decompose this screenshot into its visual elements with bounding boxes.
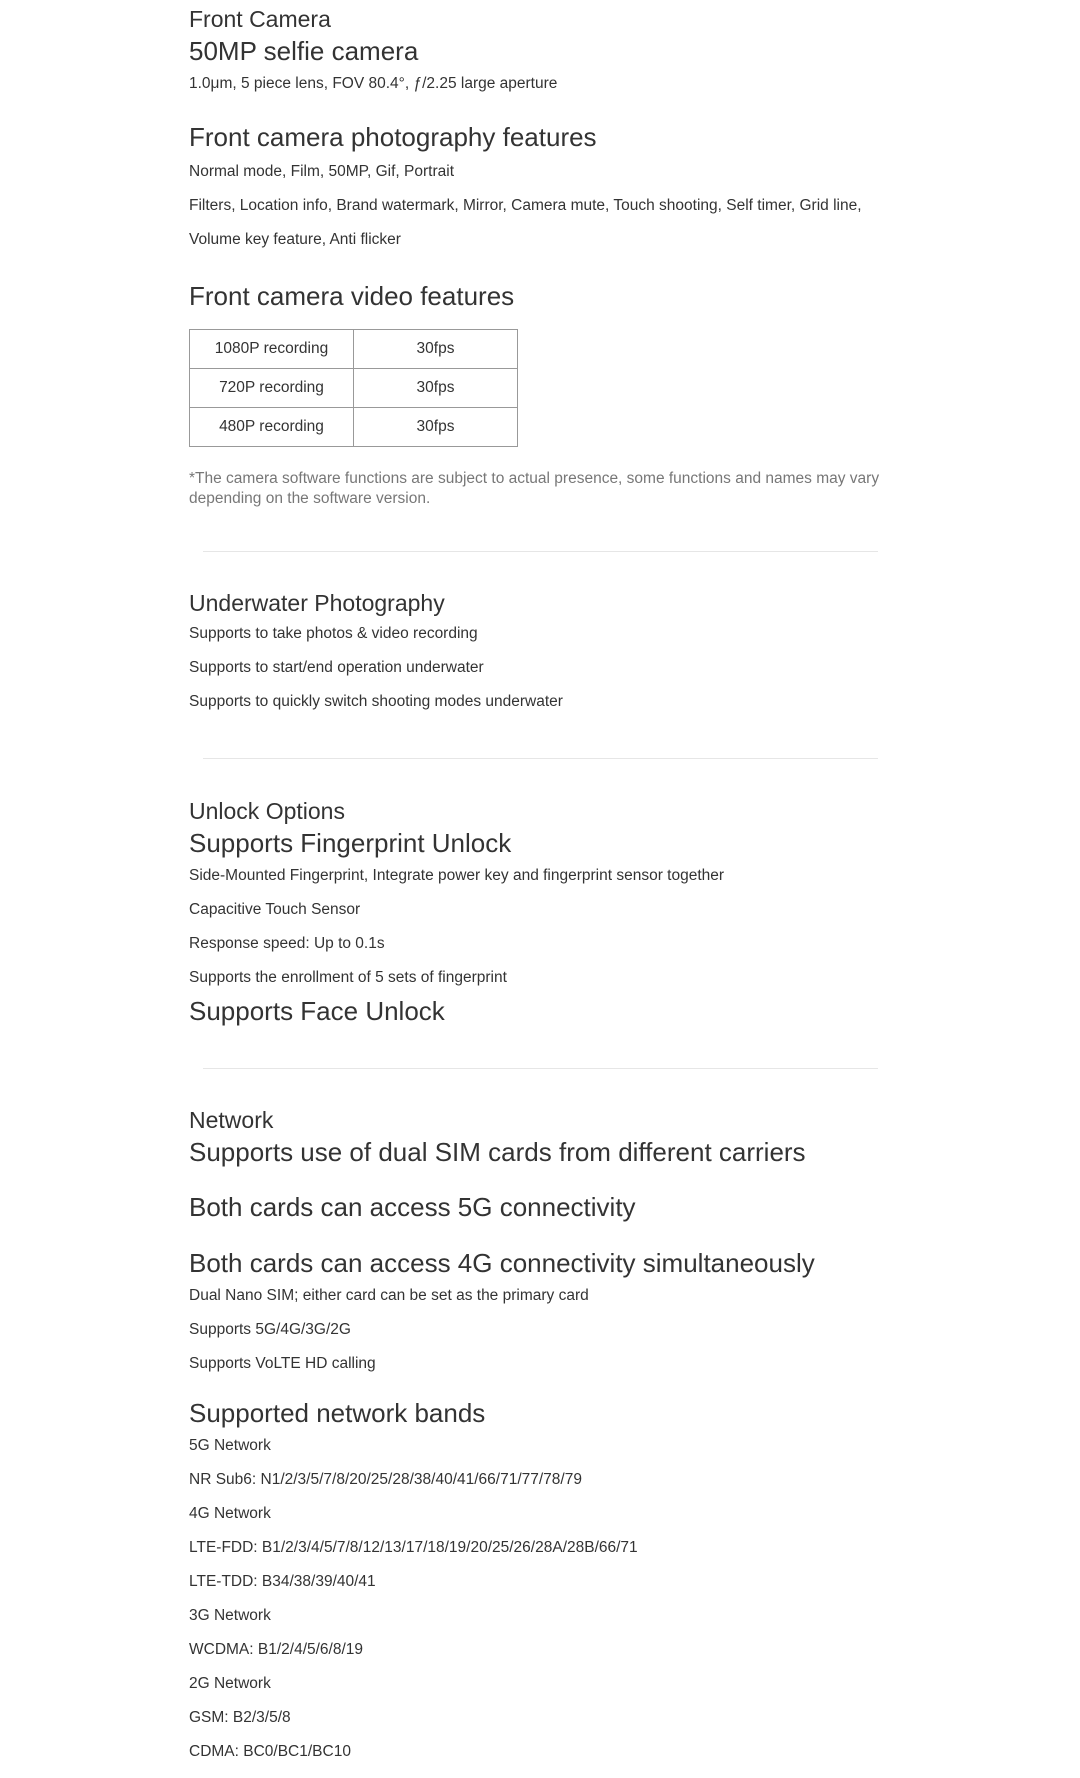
fingerprint-unlock-title: Supports Fingerprint Unlock — [189, 828, 512, 858]
table-cell-mode: 480P recording — [190, 408, 354, 447]
front-camera-section — [189, 5, 909, 101]
video-features-table-wrap — [189, 329, 909, 447]
section-category-unlock: Unlock Options — [189, 798, 345, 824]
fingerprint-item: Side-Mounted Fingerprint, Integrate power key and fingerprint sensor together — [189, 867, 725, 884]
band-item: LTE-TDD: B34/38/39/40/41 — [189, 1573, 376, 1590]
band-item: WCDMA: B1/2/4/5/6/8/19 — [189, 1641, 364, 1658]
front-camera-specs: 1.0μm, 5 piece lens, FOV 80.4°, ƒ/2.25 large aperture — [189, 75, 558, 92]
band-item: 4G Network — [189, 1505, 271, 1522]
sim-item: Dual Nano SIM; either card can be set as the primary card — [189, 1287, 589, 1304]
fourg-title: Both cards can access 4G connectivity simultaneously — [189, 1248, 815, 1278]
section-divider — [203, 758, 878, 759]
unlock-section — [189, 797, 909, 1027]
underwater-section — [189, 589, 909, 719]
photo-modes: Normal mode, Film, 50MP, Gif, Portrait — [189, 163, 455, 180]
fiveg-title: Both cards can access 5G connectivity — [189, 1192, 636, 1222]
section-divider — [203, 551, 878, 552]
band-item: LTE-FDD: B1/2/3/4/5/7/8/12/13/17/18/19/20/25/26/28A/28B/66/71 — [189, 1539, 638, 1556]
disclaimer-wrap — [189, 469, 889, 509]
photo-features-title: Front camera photography features — [189, 122, 597, 152]
face-unlock-title: Supports Face Unlock — [189, 996, 445, 1026]
camera-disclaimer: *The camera software functions are subject to actual presence, some functions and names may vary depending on the software version. — [189, 470, 880, 507]
table-row — [190, 330, 518, 369]
sim-item: Supports 5G/4G/3G/2G — [189, 1321, 351, 1338]
underwater-item: Supports to start/end operation underwater — [189, 659, 484, 676]
table-cell-fps: 30fps — [354, 408, 518, 447]
video-features-section — [189, 280, 909, 312]
section-category-front-camera: Front Camera — [189, 6, 331, 32]
band-item: GSM: B2/3/5/8 — [189, 1709, 291, 1726]
table-cell-mode: 1080P recording — [190, 330, 354, 369]
band-item: NR Sub6: N1/2/3/5/7/8/20/25/28/38/40/41/66/71/77/78/79 — [189, 1471, 582, 1488]
band-item: CDMA: BC0/BC1/BC10 — [189, 1743, 351, 1760]
fingerprint-item: Capacitive Touch Sensor — [189, 901, 361, 918]
section-category-network: Network — [189, 1107, 274, 1133]
table-cell-mode: 720P recording — [190, 369, 354, 408]
photo-extras-line-2: Volume key feature, Anti flicker — [189, 231, 401, 248]
dual-sim-title: Supports use of dual SIM cards from different carriers — [189, 1137, 806, 1167]
band-item: 2G Network — [189, 1675, 271, 1692]
photo-extras-line-1: Filters, Location info, Brand watermark, Mirror, Camera mute, Touch shooting, Self timer, Grid line, — [189, 197, 862, 214]
front-camera-title: 50MP selfie camera — [189, 36, 419, 66]
section-divider — [203, 1068, 878, 1069]
fingerprint-item: Supports the enrollment of 5 sets of fingerprint — [189, 969, 507, 986]
bands-title: Supported network bands — [189, 1398, 486, 1428]
table-cell-fps: 30fps — [354, 369, 518, 408]
fingerprint-item: Response speed: Up to 0.1s — [189, 935, 385, 952]
sim-item: Supports VoLTE HD calling — [189, 1355, 376, 1372]
table-row — [190, 369, 518, 408]
underwater-item: Supports to take photos & video recording — [189, 625, 478, 642]
band-item: 5G Network — [189, 1437, 271, 1454]
table-cell-fps: 30fps — [354, 330, 518, 369]
video-features-table — [189, 329, 518, 447]
video-features-title: Front camera video features — [189, 281, 515, 311]
network-section — [189, 1106, 909, 1769]
underwater-item: Supports to quickly switch shooting modes underwater — [189, 693, 563, 710]
band-item: 3G Network — [189, 1607, 271, 1624]
section-category-underwater: Underwater Photography — [189, 590, 445, 616]
photo-features-section — [189, 121, 909, 257]
table-row — [190, 408, 518, 447]
